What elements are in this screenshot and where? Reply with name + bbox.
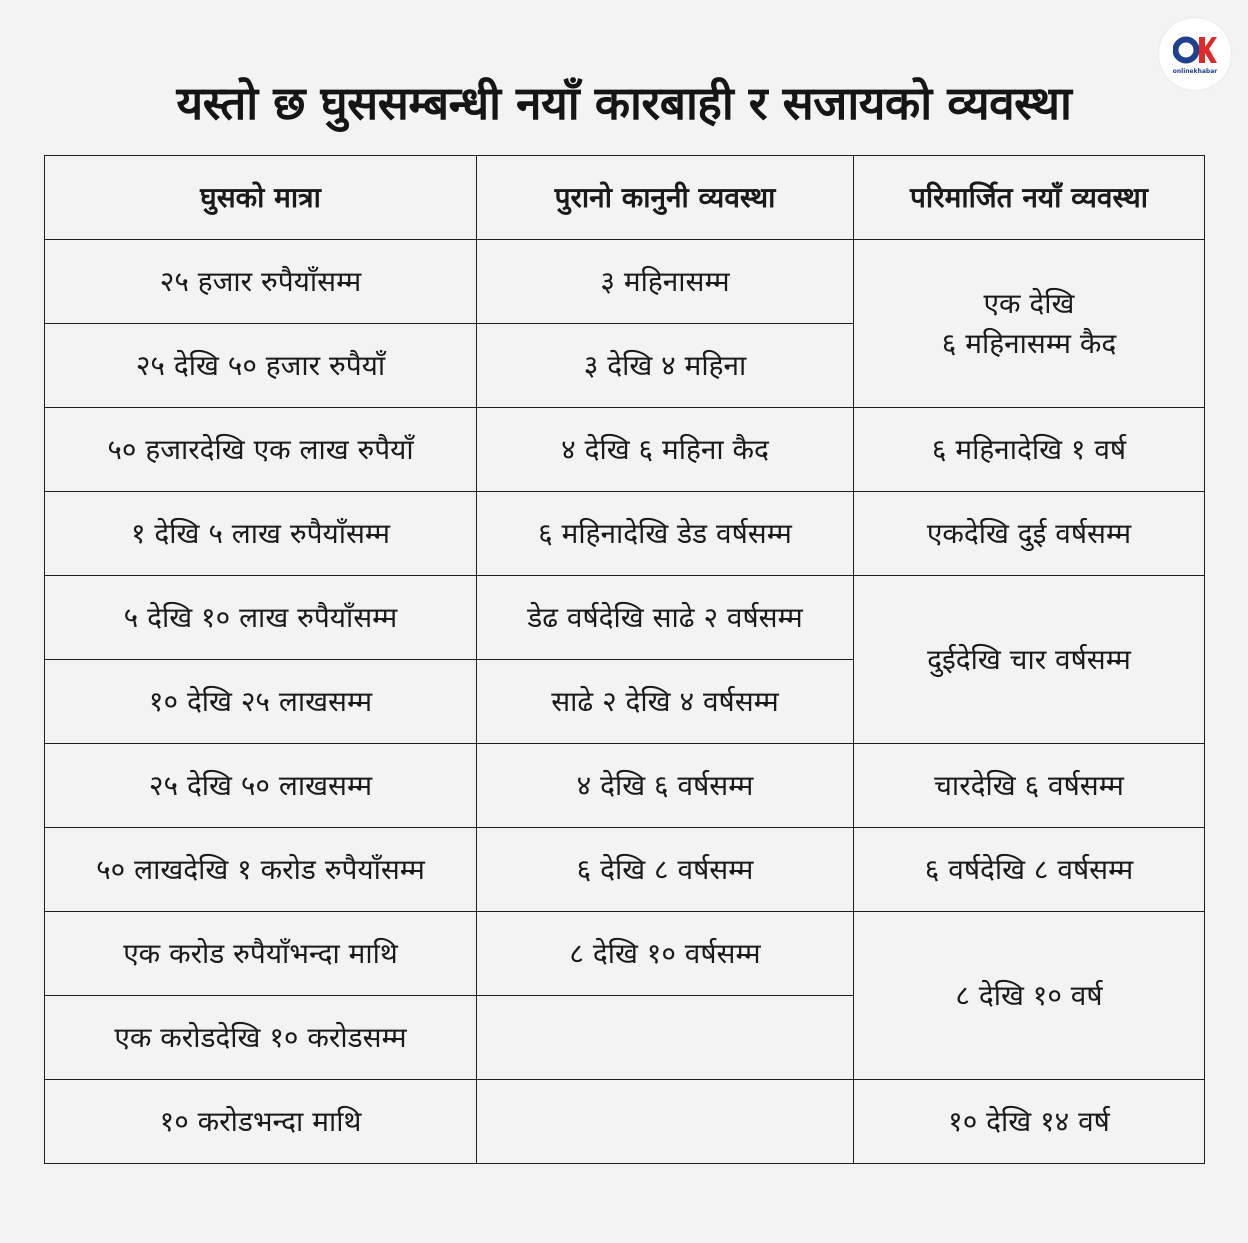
table-row (45, 912, 1205, 996)
page-title: यस्तो छ घुससम्बन्धी नयाँ कारबाही र सजायको व्यवस्था (176, 76, 1072, 130)
new-penalty-cell (854, 240, 1205, 408)
header-old-law: पुरानो कानुनी व्यवस्था (477, 156, 854, 240)
bribe-amount-cell: १० देखि २५ लाखसम्म (45, 660, 477, 744)
table-row (45, 240, 1205, 324)
new-penalty-cell: एकदेखि दुई वर्षसम्म (854, 492, 1205, 576)
new-penalty-cell: दुईदेखि चार वर्षसम्म (854, 576, 1205, 744)
new-penalty-cell: चारदेखि ६ वर्षसम्म (854, 744, 1205, 828)
old-penalty-cell: ८ देखि १० वर्षसम्म (477, 912, 854, 996)
bribe-amount-cell: २५ देखि ५० लाखसम्म (45, 744, 477, 828)
penalty-table (44, 155, 1205, 1164)
header-bribe-amount: घुसको मात्रा (45, 156, 477, 240)
old-penalty-cell: ३ महिनासम्म (477, 240, 854, 324)
bribe-amount-cell: एक करोड रुपैयाँभन्दा माथि (45, 912, 477, 996)
bribe-amount-cell: १ देखि ५ लाख रुपैयाँसम्म (45, 492, 477, 576)
new-penalty-line: एक देखि (983, 286, 1075, 320)
bribe-amount-cell: ५० हजारदेखि एक लाख रुपैयाँ (45, 408, 477, 492)
old-penalty-cell: ४ देखि ६ वर्षसम्म (477, 744, 854, 828)
table-row (45, 744, 1205, 828)
logo-brand-text: onlinekhabar (1172, 68, 1218, 75)
new-penalty-line: ६ महिनासम्म कैद (941, 326, 1117, 360)
new-penalty-cell: ६ वर्षदेखि ८ वर्षसम्म (854, 828, 1205, 912)
header-new-law: परिमार्जित नयाँ व्यवस्था (854, 156, 1205, 240)
bribe-amount-cell: १० करोडभन्दा माथि (45, 1080, 477, 1164)
old-penalty-cell (477, 996, 854, 1080)
old-penalty-cell (477, 1080, 854, 1164)
bribe-amount-cell: २५ देखि ५० हजार रुपैयाँ (45, 324, 477, 408)
bribe-amount-cell: २५ हजार रुपैयाँसम्म (45, 240, 477, 324)
old-penalty-cell: ६ महिनादेखि डेड वर्षसम्म (477, 492, 854, 576)
old-penalty-cell: ३ देखि ४ महिना (477, 324, 854, 408)
old-penalty-cell: ६ देखि ८ वर्षसम्म (477, 828, 854, 912)
old-penalty-cell: साढे २ देखि ४ वर्षसम्म (477, 660, 854, 744)
table-row (45, 1080, 1205, 1164)
table-header-row (45, 156, 1205, 240)
old-penalty-cell: डेढ वर्षदेखि साढे २ वर्षसम्म (477, 576, 854, 660)
old-penalty-cell: ४ देखि ६ महिना कैद (477, 408, 854, 492)
ok-logo-icon (1173, 35, 1217, 65)
table-row (45, 408, 1205, 492)
table-row (45, 492, 1205, 576)
bribe-amount-cell: एक करोडदेखि १० करोडसम्म (45, 996, 477, 1080)
new-penalty-cell: ८ देखि १० वर्ष (854, 912, 1205, 1080)
new-penalty-cell: १० देखि १४ वर्ष (854, 1080, 1205, 1164)
bribe-amount-cell: ५ देखि १० लाख रुपैयाँसम्म (45, 576, 477, 660)
bribe-amount-cell: ५० लाखदेखि १ करोड रुपैयाँसम्म (45, 828, 477, 912)
new-penalty-cell: ६ महिनादेखि १ वर्ष (854, 408, 1205, 492)
table-row (45, 828, 1205, 912)
table-row (45, 576, 1205, 660)
